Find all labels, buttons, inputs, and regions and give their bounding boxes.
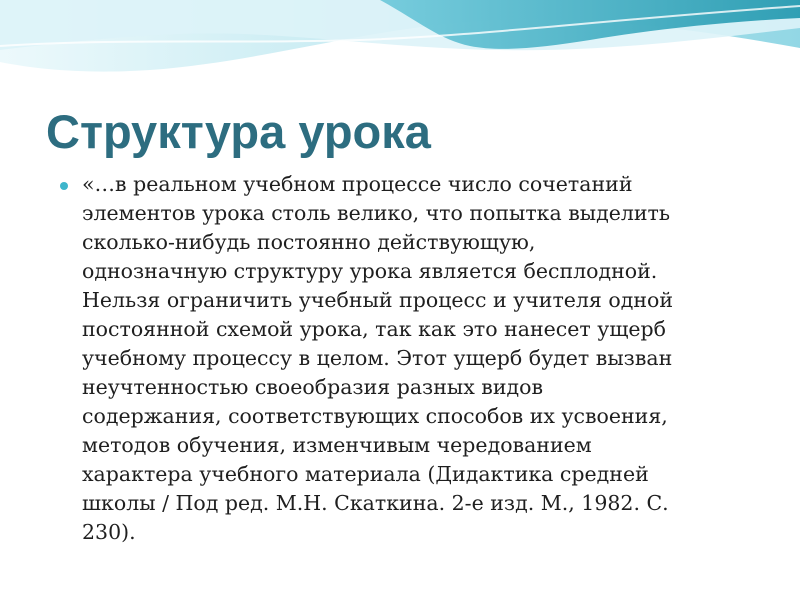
slide-content	[60, 170, 760, 547]
bullet-text: «…в реальном учебном процессе число сочетаний элементов урока столь велико, что попытка выделить сколько-нибудь постоянно действующую, однозначную структуру урока является бесплодной. Нельзя ограничить учебный процесс и учителя одной постоянной схемой урока, так как это нанесет ущерб учебному процессу в целом. Этот ущерб будет вызван неучтенностью своеобразия разных видов содержания, соответствующих способов их усвоения, методов обучения, изменчивым чередованием характера учебного материала (Дидактика средней школы / Под ред. М.Н. Скаткина. 2-е изд. М., 1982. С. 230).	[82, 172, 674, 544]
slide-title: Структура урока	[46, 105, 431, 158]
decorative-wave-banner	[0, 0, 800, 95]
bullet-item	[60, 170, 760, 547]
bullet-icon	[60, 182, 68, 190]
